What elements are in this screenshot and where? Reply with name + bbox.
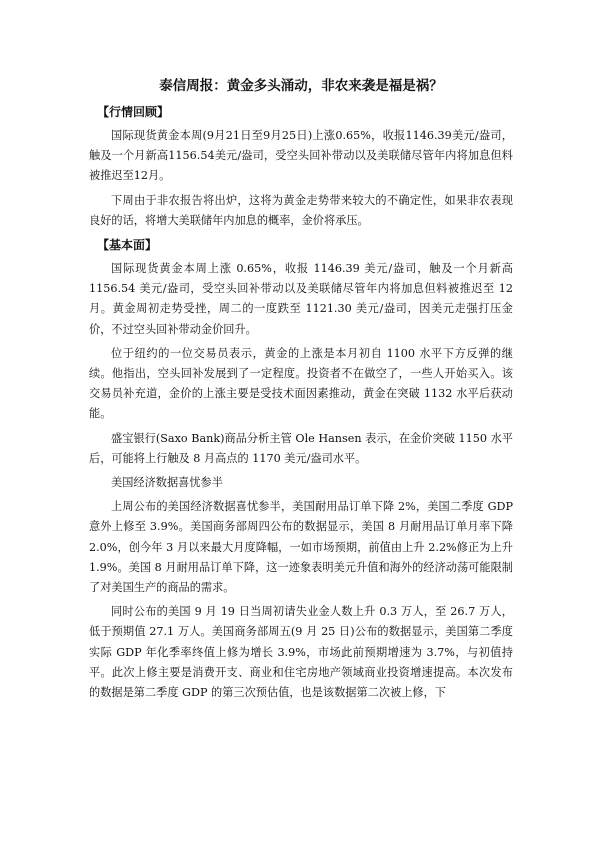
paragraph-market-review-1: 国际现货黄金本周(9月21日至9月25日)上涨0.65%，收报1146.39美元/盎司，触及一个月新高1156.54美元/盎司，受空头回补带动以及美联储尽管年内将加息但料被推迟至12月。	[89, 129, 513, 183]
section-heading-fundamentals: 【基本面】	[97, 238, 158, 253]
paragraph-us-data-2: 同时公布的美国 9 月 19 日当周初请失业金人数上升 0.3 万人，至 26.7 万人，低于预期值 27.1 万人。美国商务部周五(9 月 25 日)公布的数据显示，美国第二季度实际 GDP 年化季率终值上修为增长 3.9%，市场此前预期增速为 3.7%，与初值持平。此次上修主要是消费开支、商业和住宅房地产领域商业投资增速提高。本次发布的数据是第二季度 GDP 的第三次预估值，也是该数据第二次被上修，下	[89, 605, 513, 700]
subheading-us-economic-data: 美国经济数据喜忧参半	[111, 476, 223, 490]
paragraph-fundamentals-2: 位于纽约的一位交易员表示，黄金的上涨是本月初自 1100 水平下方反弹的继续。他指出，空头回补发展到了一定程度。投资者不在做空了，一些人开始买入。该交易员补充道，金价的上涨主要是受技术面因素推动，黄金在突破 1132 水平后获动能。	[89, 346, 513, 421]
document-title: 泰信周报：黄金多头涌动，非农来袭是福是祸？	[159, 78, 443, 94]
section-heading-market-review: 【行情回顾】	[97, 105, 170, 119]
paragraph-us-data-1: 上周公布的美国经济数据喜忧参半，美国耐用品订单下降 2%，美国二季度 GDP 意外上修至 3.9%。美国商务部周四公布的数据显示，美国 8 月耐用品订单月率下降 2.0%，创今年 3 月以来最大月度降幅，一如市场预期，前值由上升 2.2%修正为上升 1.9%。美国 8 月耐用品订单下降，这一迹象表明美元升值和海外的经济动荡可能限制了对美国生产的商品的需求。	[89, 500, 513, 595]
paragraph-fundamentals-3: 盛宝银行(Saxo Bank)商品分析主管 Ole Hansen 表示，在金价突破 1150 水平后，可能将上行触及 8 月高点的 1170 美元/盎司水平。	[89, 431, 513, 465]
paragraph-fundamentals-1: 国际现货黄金本周上涨 0.65%，收报 1146.39 美元/盎司，触及一个月新高 1156.54 美元/盎司，受空头回补带动以及美联储尽管年内将加息但料被推迟至 12 月。黄金周初走势受挫，周二的一度跌至 1121.30 美元/盎司，因美元走强打压金价，不过空头回补带动金价回升。	[89, 262, 513, 336]
paragraph-market-review-2: 下周由于非农报告将出炉，这将为黄金走势带来较大的不确定性，如果非农表现良好的话，将增大美联储年内加息的概率，金价将承压。	[89, 193, 513, 227]
